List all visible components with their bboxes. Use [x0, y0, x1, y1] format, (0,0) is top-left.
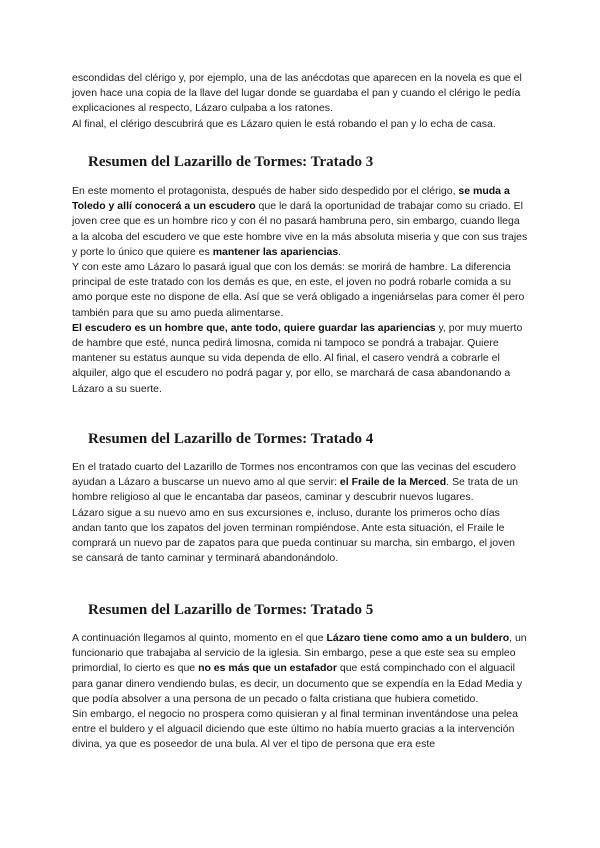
intro-section [72, 71, 528, 132]
bold-text: se muda a Toledo y allí conocerá a un escudero [72, 185, 510, 213]
text-run: y, por muy muerto de hambre que esté, nunca pedirá limosna, comida ni tampoco se pondrá a trabajar. Quiere mantener su estatus aunque su vida dependa de ello. Al final, el casero vendrá a cobrarle el alquiler, algo que el escudero no podrá pagar y, por ello, se marchará de casa abandonando a Lázaro a su suerte. [72, 321, 523, 395]
text-run: que está compinchado con el alguacil para ganar dinero vendiendo bulas, es decir, un documento que se expendía en la Edad Media y que podía absolver a una persona de un pecado o falta cristiana que hubiera cometido. [72, 662, 523, 705]
text-run: , un funcionario que trabajaba al servicio de la iglesia. Sin embargo, pese a que este sea su empleo primordial, lo cierto es que [72, 632, 527, 675]
tratado-3-paragraph-2: Y con este amo Lázaro lo pasará igual que con los demás: se morirá de hambre. La diferencia principal de este tratado con los demás es que, en este, el joven no podrá robarle comida a su amo porque este no dispone de ella. Así que se verá obligado a ingeniárselas para comer él pero también para que su amo pueda alimentarse. [72, 261, 525, 319]
tratado-4-heading: Resumen del Lazarillo de Tormes: Tratado 4 [88, 431, 374, 447]
tratado-3-paragraph-1 [72, 184, 528, 260]
text-run: A continuación llegamos al quinto, momento en el que [72, 632, 327, 644]
tratado-5-paragraph-1 [72, 631, 528, 707]
bold-text: Lázaro tiene como amo a un buldero [326, 632, 510, 644]
tratado-5-paragraph-2: Sin embargo, el negocio no prospera como quisieran y al final terminan inventándose una pelea entre el buldero y el alguacil diciendo que este último no había muerto gracias a la intervención divina, ya que es poseedor de una bula. Al ver el tipo de persona que era este [72, 708, 518, 751]
tratado-3-section [72, 184, 528, 397]
tratado-3-paragraph-3 [72, 321, 528, 397]
tratado-3-heading: Resumen del Lazarillo de Tormes: Tratado 3 [88, 154, 374, 170]
text-run: que le dará la oportunidad de trabajar como su criado. El joven cree que es un hombre rico y con él no pasará hambruna pero, sin embargo, cuando llega a la alcoba del escudero ve que este hombre vive en la más absoluta miseria y que con sus trajes y porte lo único que quiere es [72, 200, 528, 258]
tratado-4-paragraph-1 [72, 460, 528, 506]
tratado-5-section [72, 631, 528, 753]
bold-text: El escudero es un hombre que, ante todo, quiere guardar las apariencias [72, 321, 436, 334]
text-run: . [338, 245, 342, 258]
tratado-4-section [72, 460, 528, 566]
bold-text: mantener las apariencias [212, 245, 339, 258]
text-run: . Se trata de un hombre religioso al que le encantaba dar paseos, caminar y descubrir nuevos lugares. [72, 476, 518, 504]
intro-paragraph-2: Al final, el clérigo descubrirá que es Lázaro quien le está robando el pan y lo echa de casa. [72, 117, 496, 130]
text-run: En este momento el protagonista, después de haber sido despedido por el clérigo, [72, 185, 459, 197]
intro-paragraph-1: escondidas del clérigo y, por ejemplo, una de las anécdotas que aparecen en la novela es que el joven hace una copia de la llave del lugar donde se guardaba el pan y cuando el clérigo le pedía explicaciones al respecto, Lázaro culpaba a los ratones. [72, 72, 522, 115]
bold-text: el Fraile de la Merced [339, 476, 447, 489]
tratado-4-paragraph-2: Lázaro sigue a su nuevo amo en sus excursiones e, incluso, durante los primeros ocho días andan tanto que los zapatos del joven terminan rompiéndose. Ante esta situación, el Fraile le comprará un nuevo par de zapatos para que pueda continuar su marcha, sin embargo, el joven se cansará de tanto caminar y terminará abandonándolo. [72, 506, 516, 565]
tratado-5-heading: Resumen del Lazarillo de Tormes: Tratado 5 [88, 602, 374, 618]
bold-text: no es más que un estafador [198, 662, 337, 675]
text-run: En el tratado cuarto del Lazarillo de Tormes nos encontramos con que las vecinas del escudero ayudan a Lázaro a buscarse un nuevo amo al que servir: [72, 461, 516, 489]
